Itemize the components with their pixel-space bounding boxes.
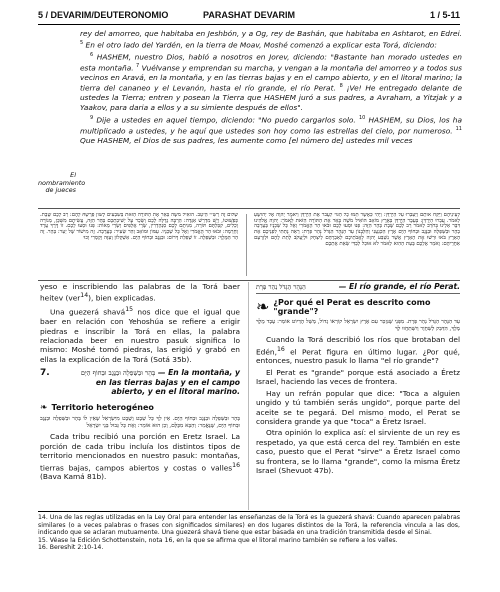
section-heading-territory bbox=[40, 402, 240, 413]
translation-block bbox=[80, 29, 462, 147]
hebrew-top-rule bbox=[38, 208, 460, 209]
footnote-16: 16. Bereshit 2:10-14. bbox=[38, 544, 104, 552]
fleuron-icon: ❧ bbox=[40, 402, 48, 413]
right-para-3: Hay un refrán popular que dice: "Toca a alguien ungido y tú también serás ungido", porque parte del aceite se te pegará. Del mismo modo, el Perat se considera grande ya que "toca" a Éretz Israel. bbox=[256, 388, 460, 426]
translation-para-3: $^9$ Dije a ustedes en aquel tiempo, diciendo: "No puedo cargarlos solo. $^{10}$ HASHEM, su Dios, los ha multiplicado a ustedes, y he aquí que ustedes son hoy como las estrellas del cielo, por numeroso. $^{11}$ Que HASHEM, el Dios de sus padres, les aumente como [el número de] ustedes mil veces bbox=[80, 114, 462, 145]
header-rule bbox=[38, 24, 460, 25]
footnote-15: 15. Véase la Edición Schottenstein, nota 16, en la que se afirma que el litoral marino también se refiere a los valles. bbox=[38, 536, 398, 544]
section-title: Territorio heterogéneo bbox=[51, 403, 154, 413]
header-verse-range: 1 / 5-11 bbox=[429, 10, 460, 20]
hebrew-commentary-left: שְׁלוֹם זֶה רַשִׁ״י הֵיטֵב. הוֹאִיל מֹשֶׁה בֵּאֵר אֶת הַתּוֹרָה הַזֹּאת בְּשִׁבְעִים לָשׁוֹן פֵּרְשָׁהּ לָהֶם: רַב לָכֶם שֶׁבֶת. כְּפְשׁוּטוֹ, וְיֵשׁ מִדְרַשׁ אַגָּדָה: הַרְבֵּה גְדֻלָּה לָכֶם וְשָׂכָר עַל יְשִׁיבַתְכֶם בָּהָר הַזֶּה, עֲשִׂיתֶם מִשְׁכָּן, מְנוֹרָה וְכֵלִים, קִבַּלְתֶּם תּוֹרָה, מִנִּיתֶם לָכֶם סַנְהֶדְרִין, שָׂרֵי אֲלָפִים וְשָׂרֵי מֵאוֹת: פְּנוּ וּסְעוּ לָכֶם. זוֹ דֶּרֶךְ עֲרָד וְחָרְמָה: וּבֹאוּ הַר הָאֱמֹרִי וְאֶל כָּל שְׁכֵנָיו. עַמּוֹן וּמוֹאָב וְהַר שֵׂעִיר: בָּעֲרָבָה. זֶה מִישׁוֹר שֶׁל יַעַר: בָּהָר. זֶה הַר הַמֶּלֶךְ: וּבַשְּׁפֵלָה. זוֹ שְׁפֵלַת דָּרוֹם: וּבַנֶּגֶב וּבְחוֹף הַיָּם. אַשְׁקְלוֹן וְעַזָּה וְקֵסָרִי וְכוּ׳ bbox=[40, 213, 238, 241]
left-para-2: Una guezerá shavá$^{15}$ nos dice que el igual que baer en relación con Yehoshúa se refiere a erigir piedras e inscribir la Torá en ellas, la palabra relacionada beer en nuestro pasuk significa lo mismo: Moshé tomó piedras, las erigió y grabó en ellas la explicación de la Torá (Sotá 35b). bbox=[40, 306, 240, 364]
right-hebrew-quote: עַד הַנָּהָר הַגָּדֹל נְהַר פְּרָת. מִפְּנֵי שֶׁנִּזְכַּר עִם אֶרֶץ יִשְׂרָאֵל קוֹרְאוֹ גָדוֹל, מָשָׁל הֶדְיוֹט אוֹמֵר: עֶבֶד מֶלֶךְ מֶלֶךְ, הִדַּבֵּק לְשַׁחֲוָר וְיִשְׁתַּחֲווּ לָךְ bbox=[256, 319, 460, 332]
footnote-rule bbox=[38, 511, 460, 512]
fleuron-icon: ❧ bbox=[256, 299, 270, 316]
section-title: ¿Por qué el Perat es descrito como "grande"? bbox=[273, 298, 431, 316]
verse-heading-7 bbox=[40, 368, 240, 396]
running-header bbox=[38, 10, 460, 24]
right-para-1: Cuando la Torá describió los ríos que brotaban del Edén,$^{16}$ el Perat figura en último lugar. ¿Por qué, entonces, nuestro pasuk lo llama "el río grande"? bbox=[256, 335, 460, 366]
section-heading-question bbox=[256, 297, 460, 317]
left-para-3: Cada tribu recibió una porción en Eretz Israel. La porción de cada tribu incluía los distintos tipos de territorio mencionados en nuestro pasuk: montañas, tierras bajas, campos abiertos y costas o valles$^{16}$ (Bava Kamá 81b). bbox=[40, 432, 240, 482]
verse-heading-text: בָּהָר וּבַשְּׁפֵלָה וּבַנֶּגֶב וּבְחוֹף הַיָּם — En la montaña, y en las tierras bajas y en el campo abierto, y en el litoral marino. bbox=[80, 368, 240, 397]
verse-heading-spanish: — El río grande, el río Perat. bbox=[338, 282, 460, 291]
header-book: 5 / DEVARIM/DEUTERONOMIO bbox=[38, 10, 169, 20]
side-note-judges: El nombramiento de jueces bbox=[38, 171, 86, 194]
footnote-14: 14. Una de las reglas utilizadas en la Ley Oral para entender las enseñanzas de la Torá es la guezerá shavá: Cuando aparecen palabras similares (o a veces palabras o frases con significados similares) en dos lugares distintos de la Torá, la referencia vincula a las dos, indicando que se aclaran mutuamente. Una guezerá shavá tiene que estar basada en una tradición transmitida desde el Sinai. bbox=[38, 514, 460, 537]
right-commentary-column bbox=[256, 282, 460, 477]
hebrew-bottom-rule bbox=[38, 280, 460, 281]
commentary-column-divider bbox=[248, 282, 249, 510]
header-parasha: PARASHAT DEVARIM bbox=[203, 10, 295, 20]
verse-number: 7. bbox=[40, 368, 50, 379]
left-hebrew-quote: בָּהָר וּבַשְּׁפֵלָה וּבַנֶּגֶב וּבְחוֹף הַיָּם. אֵין לְךָ כָּל שֵׁבֶט וָשֵׁבֶט מִיִּשְׂרָאֵל שֶׁאֵין לוֹ בָּהָר וּבַשְּׁפֵלָה וּבַנֶּגֶב וּבְחוֹף הַיָּם, שֶׁנֶּאֱמַר: וְהַבָּא מִכֻּלָּם, וְכֵן הוּא אוֹמֵר: וְאֶת כָּל גְּבוּל בְּנֵי יִשְׂרָאֵל bbox=[40, 416, 240, 429]
right-para-2: El Perat es "grande" porque está asociado a Éretz Israel, haciendo las veces de frontera. bbox=[256, 367, 460, 387]
hebrew-column-divider bbox=[246, 214, 247, 276]
left-commentary-column bbox=[40, 282, 240, 484]
verse-heading-perat bbox=[256, 282, 460, 294]
left-para-1: yeso e inscribiendo las palabras de la Torá baer heitev (ver$^{14}$), bien explicadas. bbox=[40, 282, 240, 303]
right-para-4: Otra opinión lo explica así: el sirviente de un rey es respetado, ya que está cerca del rey. También en este caso, puesto que el Perat "sirve" a Éretz Israel como su frontera, se lo llama "grande", como la misma Éretz Israel (Shevuot 47b). bbox=[256, 428, 460, 475]
translation-para-1: rey del amorreo, que habitaba en Jeshbón, y a Og, rey de Bashán, que habitaba en Ashtarot, en Edrei. $^5$ En el otro lado del Yardén, en la tierra de Moav, Moshé comenzó a explicar esta Torá, diciendo: bbox=[80, 29, 462, 49]
hebrew-text-right: לְעֵינֵיהֶם וַיִּקַּח אוֹתָם וַיַּעַבְרוּ עַל הַיַּרְדֵּן: וַיְהִי כַּאֲשֶׁר תַּמּוּ כָל הַגּוֹי לַעֲבֹר אֶת הַיַּרְדֵּן וַיֹּאמֶר יְהוָה אֶל יְהוֹשֻׁעַ לֵאמֹר. עַבְרוּ הַיַּרְדֵּן: בְּעֵבֶר הַיַּרְדֵּן בְּאֶרֶץ מוֹאָב הוֹאִיל מֹשֶׁה בֵּאֵר אֶת הַתּוֹרָה הַזֹּאת לֵאמֹר: יְהוָה אֱלֹהֵינוּ דִּבֶּר אֵלֵינוּ בְּחֹרֵב לֵאמֹר רַב לָכֶם שֶׁבֶת בָּהָר הַזֶּה: פְּנוּ וּסְעוּ לָכֶם וּבֹאוּ הַר הָאֱמֹרִי וְאֶל כָּל שְׁכֵנָיו בָּעֲרָבָה בָהָר וּבַשְּׁפֵלָה וּבַנֶּגֶב וּבְחוֹף הַיָּם אֶרֶץ הַכְּנַעֲנִי וְהַלְּבָנוֹן עַד הַנָּהָר הַגָּדֹל נְהַר פְּרָת: רְאֵה נָתַתִּי לִפְנֵיכֶם אֶת הָאָרֶץ בֹּאוּ וּרְשׁוּ אֶת הָאָרֶץ אֲשֶׁר נִשְׁבַּע יְהוָה לַאֲבֹתֵיכֶם לְאַבְרָהָם לְיִצְחָק וּלְיַעֲקֹב לָתֵת לָהֶם וּלְזַרְעָם אַחֲרֵיהֶם: וָאֹמַר אֲלֵכֶם בָּעֵת הַהִוא לֵאמֹר לֹא אוּכַל לְבַדִּי שְׂאֵת אֶתְכֶם bbox=[254, 213, 460, 247]
footnotes bbox=[38, 514, 460, 552]
verse-heading-hebrew: הַנָּהָר הַגָּדֹל נְהַר פְּרָת bbox=[256, 282, 306, 291]
translation-para-2: $^6$ HASHEM, nuestro Dios, habló a nosotros en Jorev, diciendo: "Bastante han morado ustedes en esta montaña. $^7$ Vuélvanse y emprendan su marcha, y vengan a la montaña del amorreo y a todos sus vecinos en Aravá, en la montaña, y en las tierras bajas y en el campo abierto, y en el litoral marino; la tierra del cananeo y el Levanón, hasta el río grande, el río Perat. $^8$ ¡Ve! He entregado delante de ustedes la Tierra; entren y posean la Tierra que HASHEM juró a sus padres, a Avraham, a Yitzjak y a Yaakov, para daria a ellos y a su simiente después de ellos". bbox=[80, 51, 462, 112]
